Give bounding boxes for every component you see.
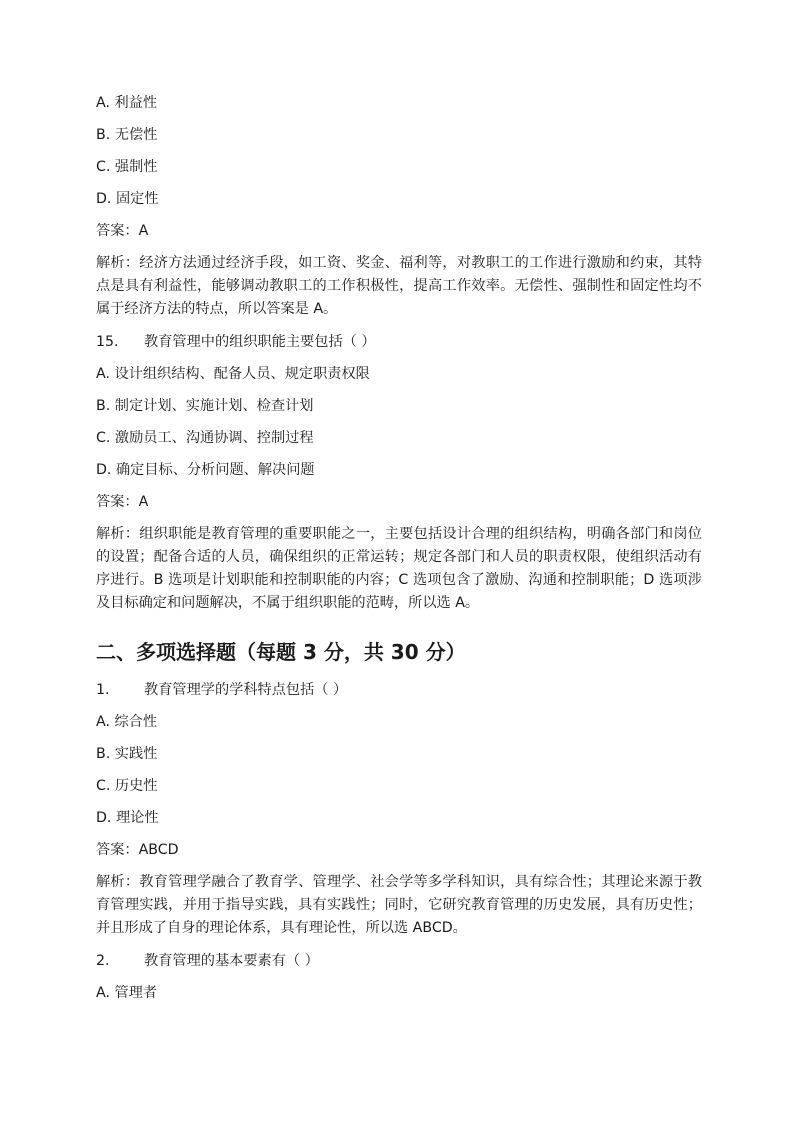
q14-option-b: B. 无偿性 [96,127,158,143]
q15-option-b: B. 制定计划、实施计划、检查计划 [96,398,314,414]
m2-stem: 教育管理的基本要素有（ ） [144,953,319,969]
q15-stem: 教育管理中的组织职能主要包括（ ） [144,334,376,350]
q15-option-d: D. 确定目标、分析问题、解决问题 [96,462,315,478]
section-heading: 二、多项选择题（每题 3 分，共 30 分） [96,640,466,664]
q15-number: 15. [96,334,119,350]
q14-answer: 答案：A [96,223,149,239]
q14-option-c: C. 强制性 [96,159,158,175]
m2-question [96,950,702,972]
m1-option-d: D. 理论性 [96,810,159,826]
page-content [96,92,702,1014]
q15-option-c: C. 激励员工、沟通协调、控制过程 [96,430,314,446]
m1-answer: 答案：ABCD [96,842,179,858]
m2-option-a: A. 管理者 [96,985,158,1001]
m1-option-c: C. 历史性 [96,778,158,794]
q14-explanation: 解析：经济方法通过经济手段，如工资、奖金、福利等，对教职工的工作进行激励和约束，其特点是具有利益性，能够调动教职工的工作积极性，提高工作效率。无偿性、强制性和固定性均不属于经济方法的特点，所以答案是 A。 [96,255,702,317]
m1-stem: 教育管理学的学科特点包括（ ） [144,682,348,698]
q15-question [96,331,702,353]
m1-number: 1. [96,682,110,698]
m1-option-a: A. 综合性 [96,714,158,730]
m2-number: 2. [96,953,110,969]
q15-explanation: 解析：组织职能是教育管理的重要职能之一，主要包括设计合理的组织结构，明确各部门和岗位的设置；配备合适的人员，确保组织的正常运转；规定各部门和人员的职责权限，使组织活动有序进行。B 选项是计划职能和控制职能的内容；C 选项包含了激励、沟通和控制职能；D 选项涉及目标确定和问题解决，不属于组织职能的范畴，所以选 A。 [96,526,702,611]
q15-option-a: A. 设计组织结构、配备人员、规定职责权限 [96,366,370,382]
m1-option-b: B. 实践性 [96,746,158,762]
q14-option-d: D. 固定性 [96,191,159,207]
m1-explanation: 解析：教育管理学融合了教育学、管理学、社会学等多学科知识，具有综合性；其理论来源于教育管理实践，并用于指导实践，具有实践性；同时，它研究教育管理的历史发展，具有历史性；并且形成了自身的理论体系，具有理论性，所以选 ABCD。 [96,874,702,936]
q15-answer: 答案：A [96,494,149,510]
q14-option-a: A. 利益性 [96,95,158,111]
m1-question [96,679,702,701]
